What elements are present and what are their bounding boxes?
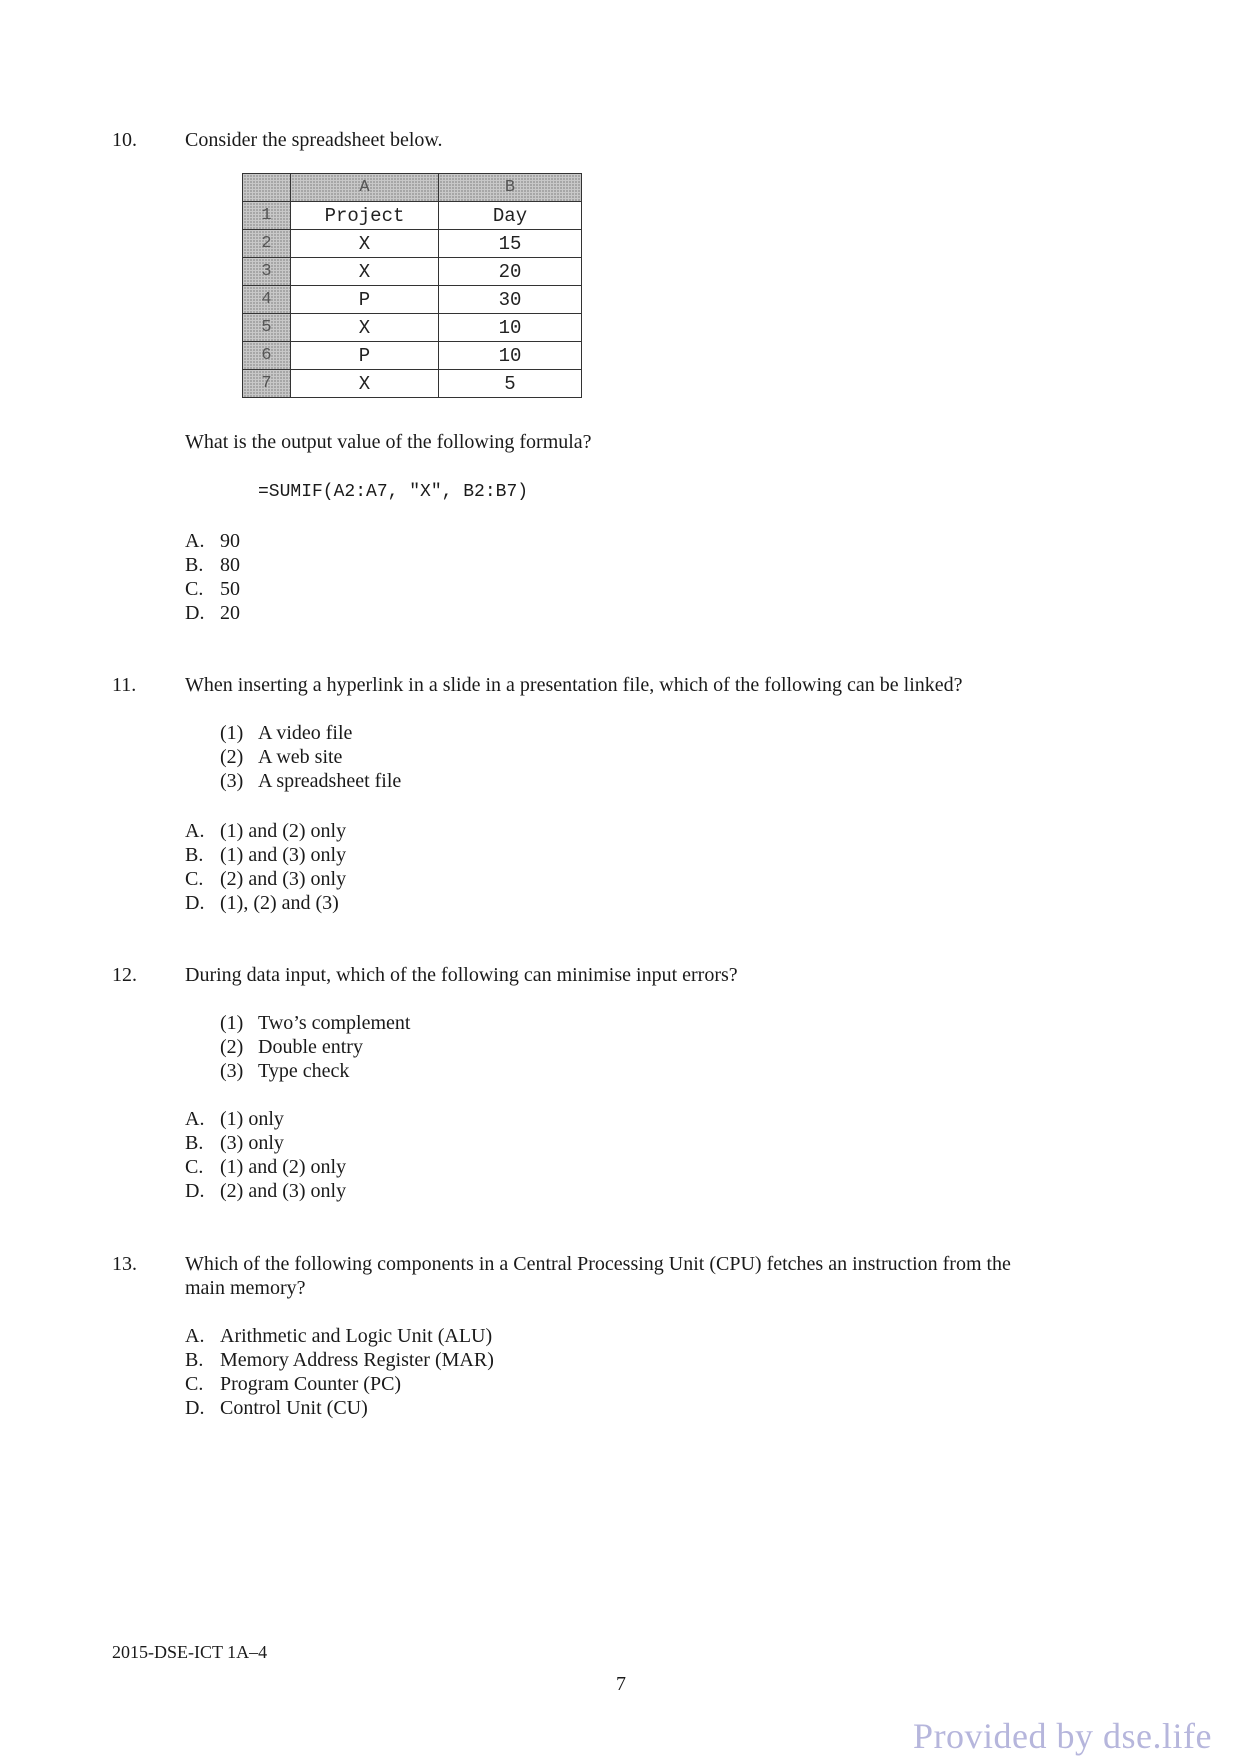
option-letter: A. [185,530,205,552]
spreadsheet-row [243,230,582,258]
cell-a5: X [291,314,439,342]
option-text: (2) and (3) only [220,1180,347,1202]
spreadsheet-row [243,202,582,230]
spreadsheet-column-header-row [243,174,582,202]
option-letter: B. [185,844,204,866]
option-letter: D. [185,1397,205,1419]
statement-number: (2) [220,1036,244,1058]
statement-text: A video file [258,722,353,744]
option-text: 80 [220,554,240,576]
option-letter: A. [185,1108,205,1130]
question-10-number: 10. [112,129,137,151]
statement-text: Type check [258,1060,350,1082]
row-header: 2 [243,230,291,258]
question-13-number: 13. [112,1253,137,1275]
cell-b6: 10 [439,342,582,370]
spreadsheet-table [242,173,582,398]
cell-a2: X [291,230,439,258]
option-text: (1) and (2) only [220,1156,347,1178]
option-letter: C. [185,1373,204,1395]
statement-text: A web site [258,746,343,768]
option-text: (1) and (3) only [220,844,347,866]
option-text: (1), (2) and (3) [220,892,339,914]
spreadsheet-row [243,286,582,314]
select-all-corner [243,174,291,202]
watermark-text: Provided by dse.life [913,1716,1212,1756]
option-text: Program Counter (PC) [220,1373,402,1395]
question-10-prompt: What is the output value of the following formula? [185,431,592,453]
option-text: 20 [220,602,240,624]
spreadsheet-row [243,258,582,286]
cell-a7: X [291,370,439,398]
spreadsheet-row [243,314,582,342]
question-12-text: During data input, which of the following can minimise input errors? [185,964,738,986]
option-text: 90 [220,530,240,552]
row-header: 1 [243,202,291,230]
statement-number: (3) [220,770,244,792]
statement-number: (2) [220,746,244,768]
option-letter: C. [185,868,204,890]
option-text: (3) only [220,1132,284,1154]
option-letter: B. [185,1349,204,1371]
row-header: 5 [243,314,291,342]
column-header-b: B [439,174,582,202]
option-text: (1) and (2) only [220,820,347,842]
statement-number: (1) [220,722,244,744]
option-letter: D. [185,1180,205,1202]
cell-b1: Day [439,202,582,230]
cell-b4: 30 [439,286,582,314]
option-text: (1) only [220,1108,284,1130]
paper-code: 2015-DSE-ICT 1A–4 [112,1642,268,1662]
option-letter: A. [185,1325,205,1347]
option-letter: C. [185,1156,204,1178]
row-header: 7 [243,370,291,398]
statement-number: (3) [220,1060,244,1082]
question-10-text: Consider the spreadsheet below. [185,129,443,151]
option-text: 50 [220,578,240,600]
option-letter: B. [185,1132,204,1154]
option-letter: D. [185,602,205,624]
column-header-a: A [291,174,439,202]
option-letter: D. [185,892,205,914]
question-11-number: 11. [112,674,137,696]
cell-b2: 15 [439,230,582,258]
cell-a6: P [291,342,439,370]
row-header: 4 [243,286,291,314]
question-12-number: 12. [112,964,137,986]
option-letter: A. [185,820,205,842]
cell-a1: Project [291,202,439,230]
cell-b7: 5 [439,370,582,398]
statement-number: (1) [220,1012,244,1034]
option-text: (2) and (3) only [220,868,347,890]
option-letter: B. [185,554,204,576]
option-text: Memory Address Register (MAR) [220,1349,494,1371]
question-11-text: When inserting a hyperlink in a slide in a presentation file, which of the following can be linked? [185,674,963,696]
question-13-text-line-2: main memory? [185,1277,306,1299]
spreadsheet-row [243,342,582,370]
option-text: Control Unit (CU) [220,1397,368,1419]
formula-text: =SUMIF(A2:A7, "X", B2:B7) [258,482,529,502]
row-header: 6 [243,342,291,370]
cell-b3: 20 [439,258,582,286]
cell-a3: X [291,258,439,286]
statement-text: A spreadsheet file [258,770,402,792]
statement-text: Double entry [258,1036,363,1058]
question-13-text-line-1: Which of the following components in a Central Processing Unit (CPU) fetches an instruction from the [185,1253,1011,1275]
row-header: 3 [243,258,291,286]
statement-text: Two’s complement [258,1012,411,1034]
spreadsheet-row [243,370,582,398]
page-number: 7 [616,1673,626,1695]
option-text: Arithmetic and Logic Unit (ALU) [220,1325,493,1347]
option-letter: C. [185,578,204,600]
cell-a4: P [291,286,439,314]
cell-b5: 10 [439,314,582,342]
